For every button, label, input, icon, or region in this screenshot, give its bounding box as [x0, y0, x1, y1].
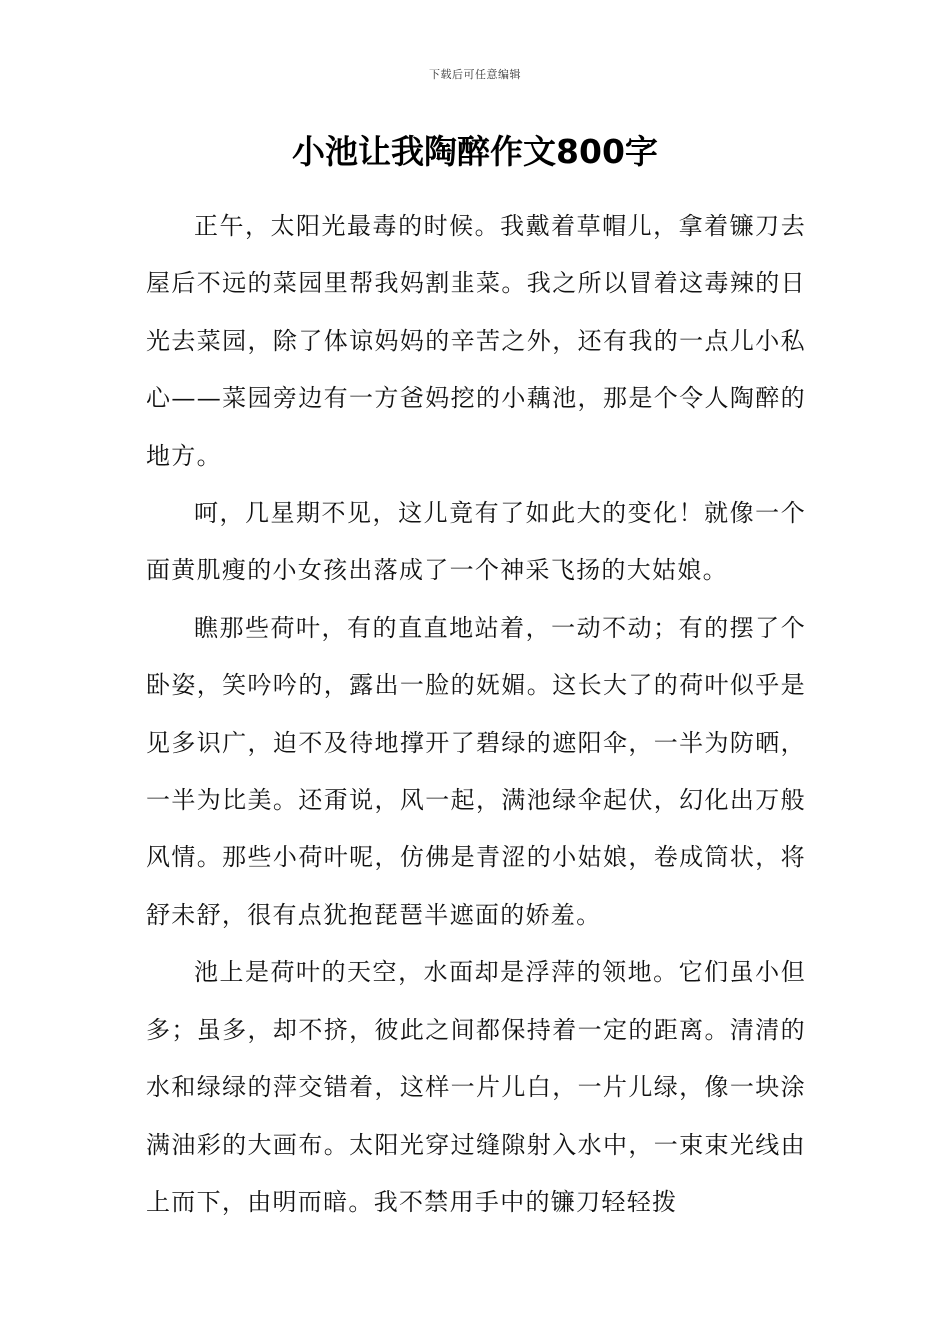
document-body	[146, 198, 806, 1231]
header-note: 下载后可任意编辑	[429, 68, 521, 81]
paragraph-3: 瞧那些荷叶，有的直直地站着，一动不动；有的摆了个卧姿，笑吟吟的，露出一脸的妩媚。这长大了的荷叶似乎是见多识广，迫不及待地撑开了碧绿的遮阳伞，一半为防晒，一半为比美。还甭说，风一起，满池绿伞起伏，幻化出万般风情。那些小荷叶呢，仿佛是青涩的小姑娘，卷成筒状，将舒未舒，很有点犹抱琵琶半遮面的娇羞。	[146, 613, 806, 929]
paragraph-2: 呵，几星期不见，这儿竟有了如此大的变化！就像一个面黄肌瘦的小女孩出落成了一个神采飞扬的大姑娘。	[146, 499, 806, 585]
paragraph-4: 池上是荷叶的天空，水面却是浮萍的领地。它们虽小但多；虽多，却不挤，彼此之间都保持着一定的距离。清清的水和绿绿的萍交错着，这样一片儿白，一片儿绿，像一块涂满油彩的大画布。太阳光穿过缝隙射入水中，一束束光线由上而下，由明而暗。我不禁用手中的镰刀轻轻拨	[146, 958, 806, 1216]
document-title: 小池让我陶醉作文800字	[292, 132, 658, 171]
paragraph-1: 正午，太阳光最毒的时候。我戴着草帽儿，拿着镰刀去屋后不远的菜园里帮我妈割韭菜。我之所以冒着这毒辣的日光去菜园，除了体谅妈妈的辛苦之外，还有我的一点儿小私心——菜园旁边有一方爸妈挖的小藕池，那是个令人陶醉的地方。	[146, 212, 806, 470]
